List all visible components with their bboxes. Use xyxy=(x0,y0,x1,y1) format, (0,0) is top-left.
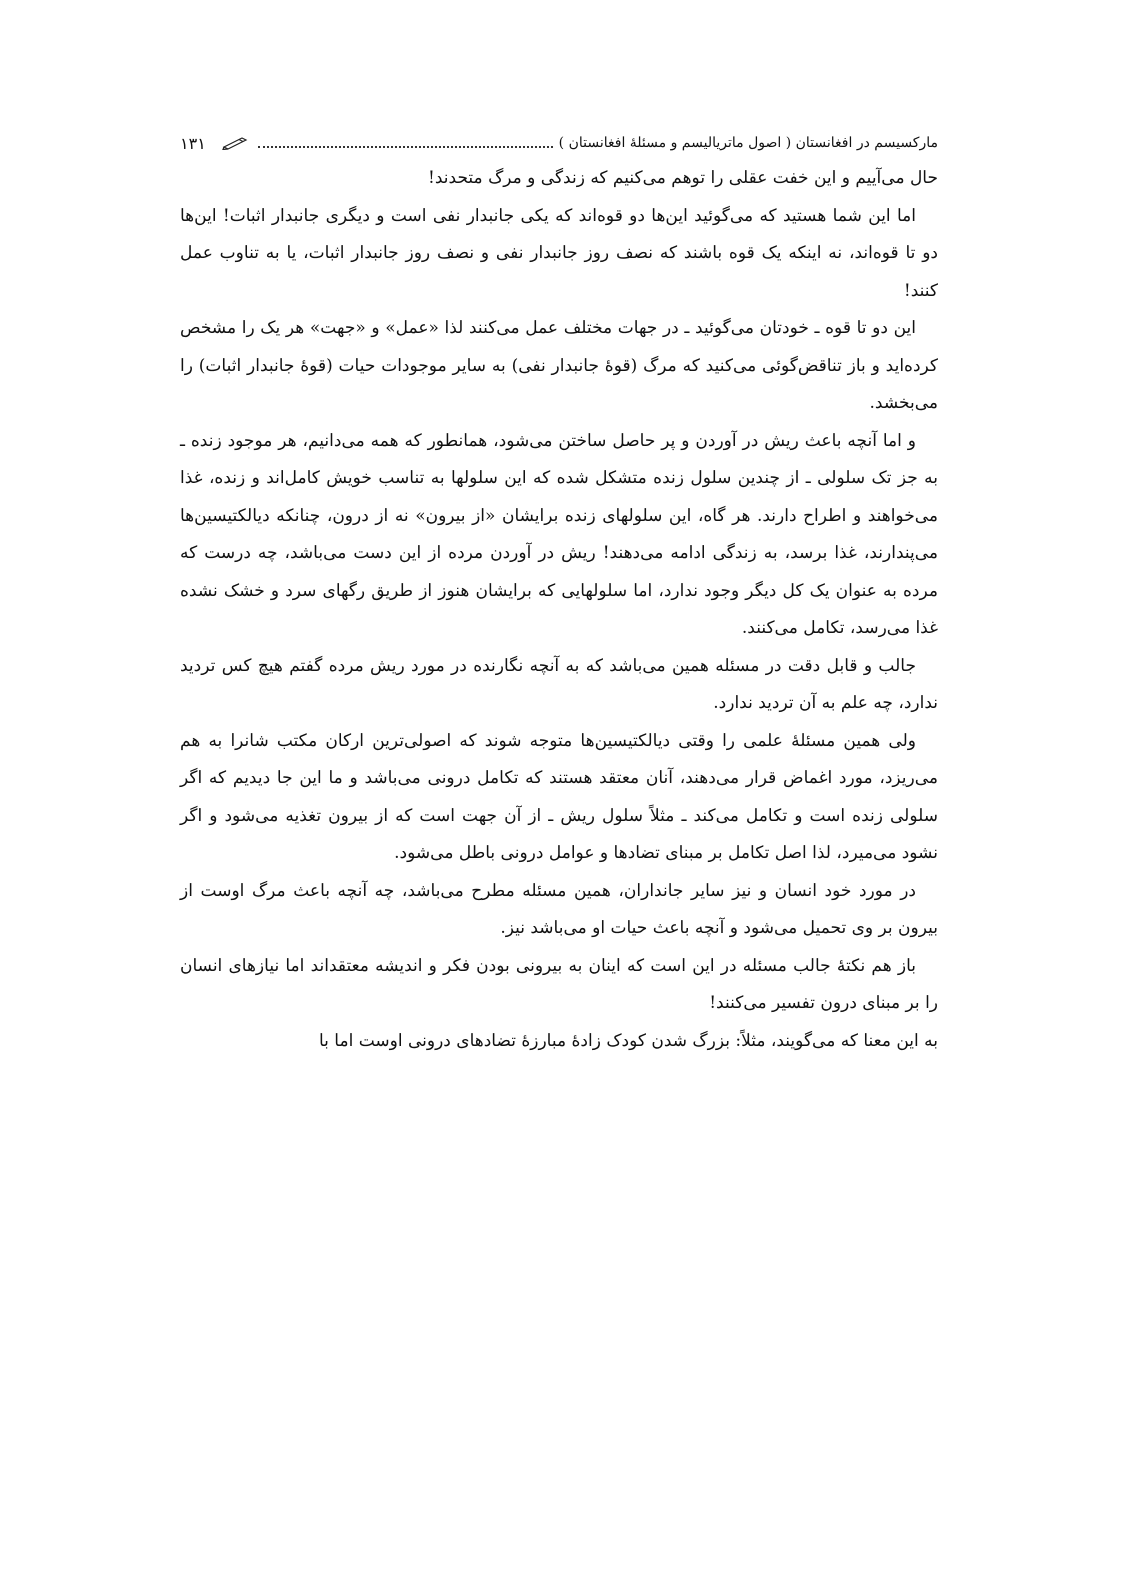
paragraph: ولی همین مسئلهٔ علمی را وقتی دیالکتیسین‌ها متوجه شوند که اصولی‌ترین ارکان مکتب شانرا به هم می‌ریزد، مورد اغماض قرار می‌دهند، آنان معتقد هستند که تکامل درونی می‌باشد و ما این جا دیدیم که اگر سلولی زنده است و تکامل می‌کند ـ مثلاً سلول ریش ـ از آن جهت است که از بیرون تغذیه می‌شود و اگر نشود می‌میرد، لذا اصل تکامل بر مبنای تضادها و عوامل درونی باطل می‌شود. xyxy=(180,730,938,863)
body-text xyxy=(180,160,938,1060)
paragraph: حال می‌آییم و این خفت عقلی را توهم می‌کنیم که زندگی و مرگ متحدند! xyxy=(428,168,938,188)
pen-icon xyxy=(222,136,248,150)
running-header xyxy=(180,128,938,158)
paragraph: باز هم نکتهٔ جالب مسئله در این است که اینان به بیرونی بودن فکر و اندیشه معتقداند اما نیازهای انسان را بر مبنای درون تفسیر می‌کنند! xyxy=(180,955,938,1013)
dotted-leader xyxy=(258,146,553,148)
header-title: مارکسیسم در افغانستان ( اصول ماتریالیسم و مسئلهٔ افغانستان ) xyxy=(558,135,938,151)
paragraph: این دو تا قوه ـ خودتان می‌گوئید ـ در جهات مختلف عمل می‌کنند لذا «عمل» و «جهت» هر یک را مشخص کرده‌اید و باز تناقض‌گوئی می‌کنید که مرگ (قوهٔ جانبدار نفی) به سایر موجودات حیات (قوهٔ جانبدار اثبات) را می‌بخشد. xyxy=(180,318,938,413)
paragraph: در مورد خود انسان و نیز سایر جانداران، همین مسئله مطرح می‌باشد، چه آنچه باعث مرگ اوست از بیرون بر وی تحمیل می‌شود و آنچه باعث حیات او می‌باشد نیز. xyxy=(180,880,938,938)
book-page xyxy=(180,128,938,1060)
paragraph: به این معنا که می‌گویند، مثلاً: بزرگ شدن کودک زادهٔ مبارزهٔ تضادهای درونی اوست اما با xyxy=(318,1030,938,1051)
paragraph: جالب و قابل دقت در مسئله همین می‌باشد که به آنچه نگارنده در مورد ریش مرده گفتم هیچ کس تردید ندارد، چه علم به آن تردید ندارد. xyxy=(180,655,938,713)
paragraph: اما این شما هستید که می‌گوئید این‌ها دو قوه‌اند که یکی جانبدار نفی است و دیگری جانبدار اثبات! این‌ها دو تا قوه‌اند، نه اینکه یک قوه باشند که نصف روز جانبدار نفی و نصف روز جانبدار اثبات، یا به تناوب عمل کنند! xyxy=(180,205,938,301)
page-number: ۱۳۱ xyxy=(180,133,206,153)
paragraph: و اما آنچه باعث ریش در آوردن و پر حاصل ساختن می‌شود، همانطور که همه می‌دانیم، هر موجود زنده ـ به جز تک سلولی ـ از چندین سلول زنده متشکل شده که این سلولها به تناسب خویش کامل‌اند و زنده، غذا می‌خواهند و اطراح دارند. هر گاه، این سلولهای زنده برایشان «از بیرون» نه از درون، چنانکه دیالکتیسین‌ها می‌پندارند، غذا برسد، به زندگی ادامه می‌دهند! ریش در آوردن مرده از این دست می‌باشد، چه درست که مرده به عنوان یک کل دیگر وجود ندارد، اما سلولهایی که برایشان هنوز از طریق رگهای سرد و خشک نشده غذا می‌رسد، تکامل می‌کنند. xyxy=(180,430,938,638)
